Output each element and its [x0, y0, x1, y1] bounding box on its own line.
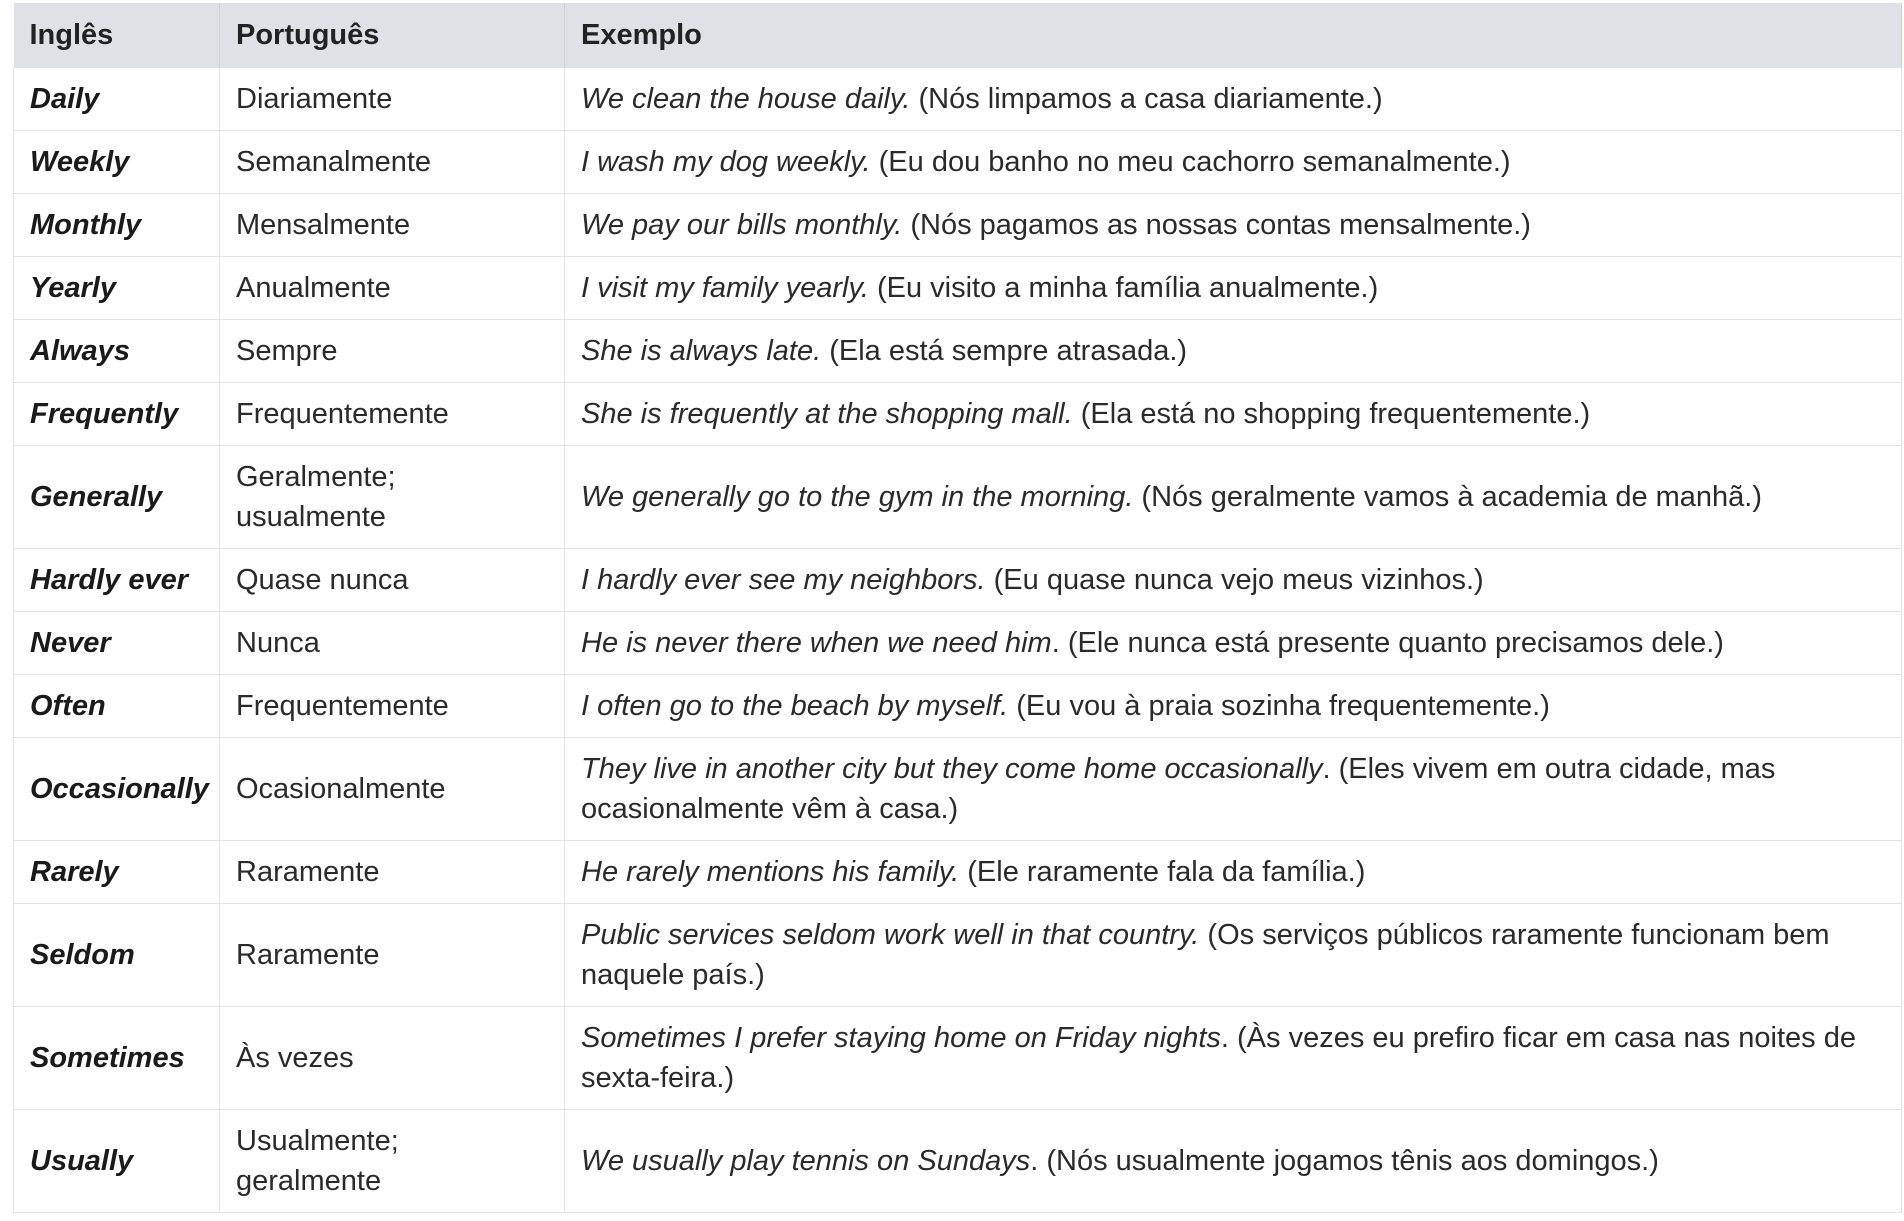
example-cell [565, 68, 1902, 131]
example-english: Public services seldom work well in that country. [581, 919, 1200, 951]
example-translation: (Eu quase nunca vejo meus vizinhos.) [985, 564, 1484, 596]
example-english: He is never there when we need him [581, 627, 1052, 659]
table-row [14, 1007, 1902, 1110]
english-term: Frequently [14, 383, 220, 446]
portuguese-term: Frequentemente [220, 383, 565, 446]
portuguese-term: Raramente [220, 904, 565, 1007]
example-cell [565, 675, 1902, 738]
portuguese-term: Quase nunca [220, 549, 565, 612]
example-cell [565, 1110, 1902, 1213]
table-row [14, 131, 1902, 194]
example-english: We usually play tennis on Sundays [581, 1145, 1031, 1177]
table-row [14, 446, 1902, 549]
header-exemplo: Exemplo [565, 3, 1902, 68]
table-row [14, 68, 1902, 131]
example-english: I often go to the beach by myself. [581, 690, 1009, 722]
example-english: I wash my dog weekly. [581, 146, 871, 178]
english-term: Sometimes [14, 1007, 220, 1110]
example-cell [565, 841, 1902, 904]
table-row [14, 194, 1902, 257]
example-translation: (Nós limpamos a casa diariamente.) [910, 83, 1383, 115]
portuguese-term: Mensalmente [220, 194, 565, 257]
example-english: I hardly ever see my neighbors. [581, 564, 986, 596]
example-cell [565, 131, 1902, 194]
english-term: Hardly ever [14, 549, 220, 612]
table-row [14, 841, 1902, 904]
english-term: Yearly [14, 257, 220, 320]
example-english: I visit my family yearly. [581, 272, 869, 304]
english-term: Rarely [14, 841, 220, 904]
example-cell [565, 738, 1902, 841]
portuguese-term: Às vezes [220, 1007, 565, 1110]
example-english: They live in another city but they come home occasionally [581, 753, 1323, 785]
example-cell [565, 320, 1902, 383]
portuguese-term: Raramente [220, 841, 565, 904]
table-row [14, 257, 1902, 320]
table-header [14, 3, 1902, 68]
header-ingles: Inglês [14, 3, 220, 68]
table-body [14, 68, 1902, 1213]
table-row [14, 612, 1902, 675]
example-cell [565, 612, 1902, 675]
portuguese-term: Semanalmente [220, 131, 565, 194]
table-row [14, 320, 1902, 383]
table-row [14, 549, 1902, 612]
example-cell [565, 549, 1902, 612]
example-translation: (Nós geralmente vamos à academia de manhã.) [1133, 481, 1763, 513]
adverbs-table-container [13, 3, 1901, 1213]
example-english: He rarely mentions his family. [581, 856, 960, 888]
english-term: Often [14, 675, 220, 738]
example-english: Sometimes I prefer staying home on Friday nights [581, 1022, 1221, 1054]
portuguese-term: Frequentemente [220, 675, 565, 738]
example-cell [565, 194, 1902, 257]
english-term: Weekly [14, 131, 220, 194]
english-term: Monthly [14, 194, 220, 257]
table-row [14, 383, 1902, 446]
header-row [14, 3, 1902, 68]
example-english: We clean the house daily. [581, 83, 911, 115]
example-translation: . (Nós usualmente jogamos tênis aos domingos.) [1030, 1145, 1659, 1177]
header-portugues: Português [220, 3, 565, 68]
portuguese-term: Usualmente; geralmente [220, 1110, 565, 1213]
english-term: Always [14, 320, 220, 383]
example-english: She is always late. [581, 335, 822, 367]
example-cell [565, 446, 1902, 549]
english-term: Occasionally [14, 738, 220, 841]
example-translation: (Nós pagamos as nossas contas mensalmente.) [902, 209, 1531, 241]
english-term: Generally [14, 446, 220, 549]
example-english: We generally go to the gym in the morning. [581, 481, 1134, 513]
example-translation: (Eu visito a minha família anualmente.) [868, 272, 1379, 304]
example-translation: (Ela está no shopping frequentemente.) [1072, 398, 1591, 430]
english-term: Never [14, 612, 220, 675]
portuguese-term: Diariamente [220, 68, 565, 131]
portuguese-term: Ocasionalmente [220, 738, 565, 841]
table-row [14, 738, 1902, 841]
table-row [14, 904, 1902, 1007]
english-term: Usually [14, 1110, 220, 1213]
example-translation: . (Ele nunca está presente quanto precisamos dele.) [1051, 627, 1724, 659]
portuguese-term: Sempre [220, 320, 565, 383]
frequency-adverbs-table [13, 3, 1902, 1213]
example-translation: . (Eles vivem em outra cidade, mas ocasionalmente vêm à casa.) [581, 753, 1776, 825]
example-translation: . (Às vezes eu prefiro ficar em casa nas noites de sexta-feira.) [581, 1022, 1856, 1094]
example-english: We pay our bills monthly. [581, 209, 903, 241]
example-translation: (Os serviços públicos raramente funcionam bem naquele país.) [581, 919, 1830, 991]
portuguese-term: Anualmente [220, 257, 565, 320]
table-row [14, 1110, 1902, 1213]
example-english: She is frequently at the shopping mall. [581, 398, 1073, 430]
example-translation: (Eu vou à praia sozinha frequentemente.) [1008, 690, 1550, 722]
portuguese-term: Geralmente; usualmente [220, 446, 565, 549]
example-translation: (Ela está sempre atrasada.) [821, 335, 1188, 367]
example-translation: (Eu dou banho no meu cachorro semanalmente.) [870, 146, 1511, 178]
english-term: Daily [14, 68, 220, 131]
example-cell [565, 904, 1902, 1007]
example-cell [565, 383, 1902, 446]
table-row [14, 675, 1902, 738]
example-translation: (Ele raramente fala da família.) [959, 856, 1366, 888]
example-cell [565, 257, 1902, 320]
english-term: Seldom [14, 904, 220, 1007]
example-cell [565, 1007, 1902, 1110]
portuguese-term: Nunca [220, 612, 565, 675]
